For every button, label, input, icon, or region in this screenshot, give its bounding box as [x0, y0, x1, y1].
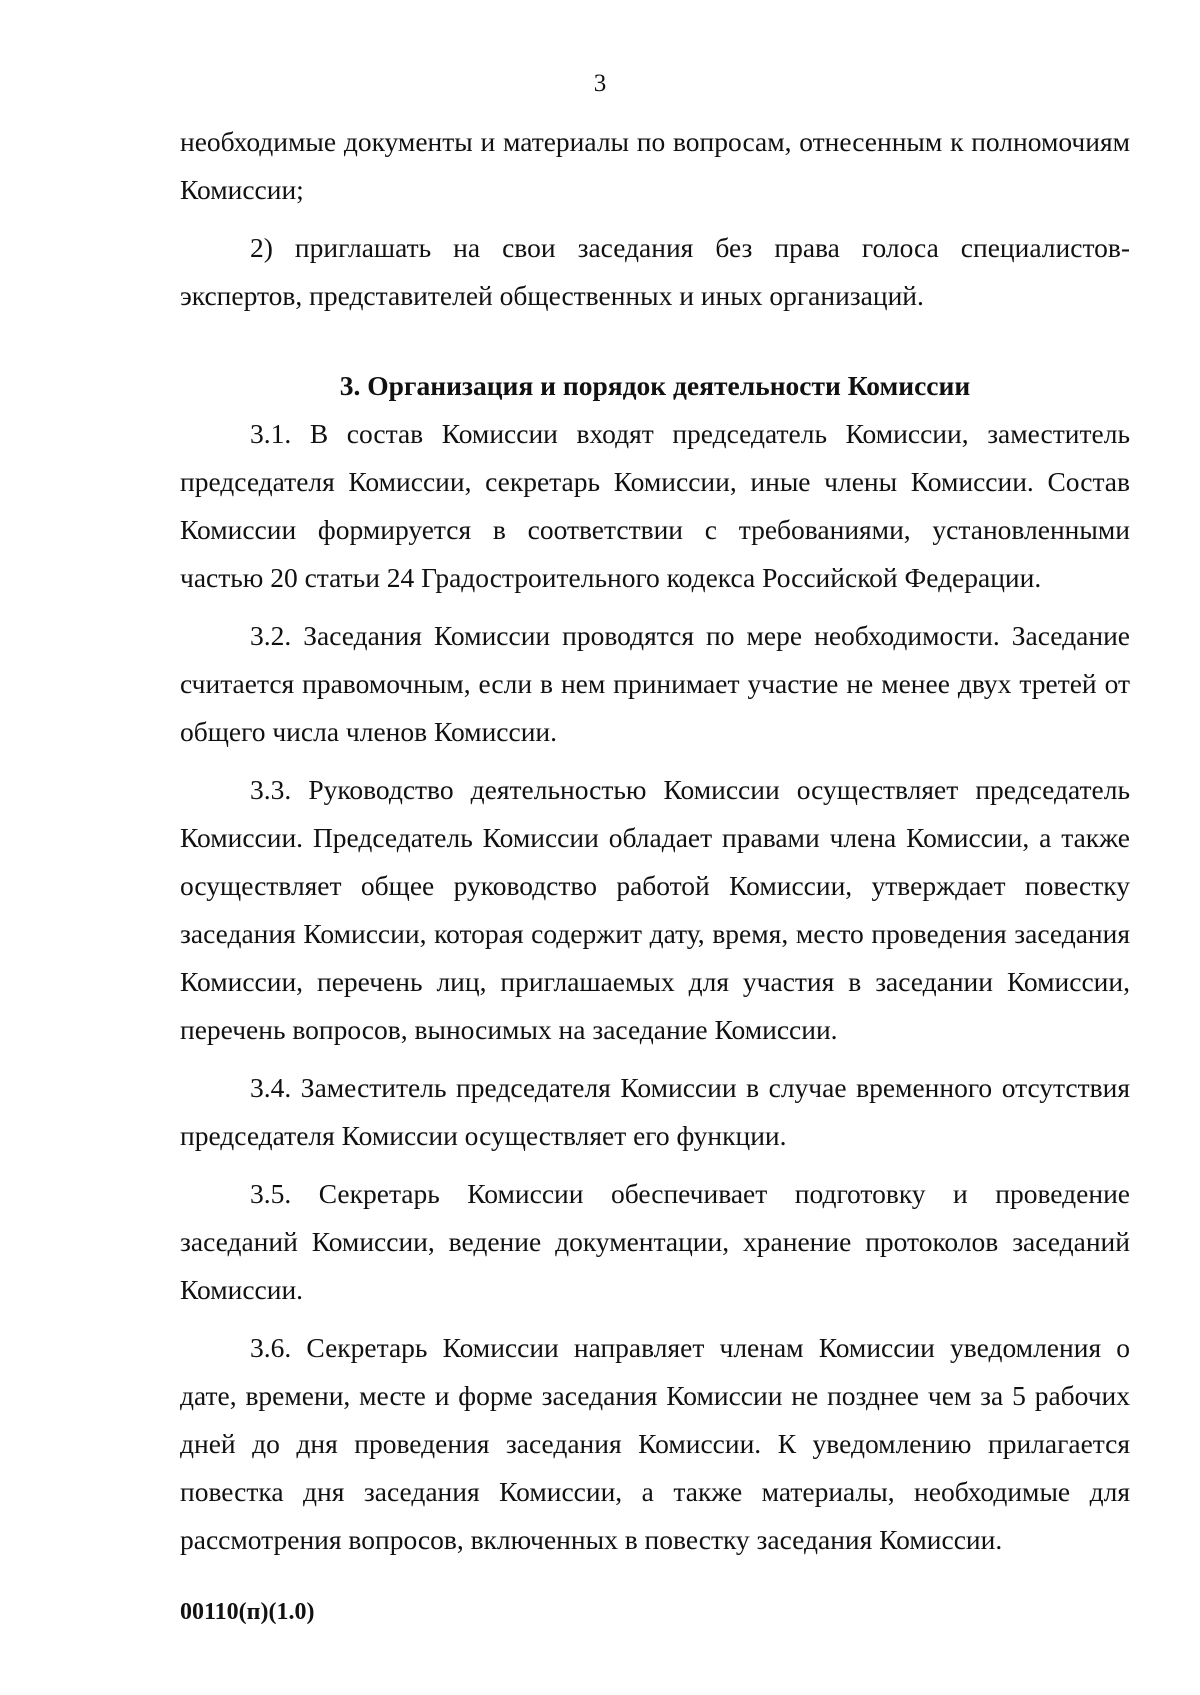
paragraph-3-4: 3.4. Заместитель председателя Комиссии в случае временного отсутствия председателя Комиссии осуществляет его функции. [180, 1072, 1130, 1151]
document-body [180, 118, 1130, 1564]
paragraph-continuation: необходимые документы и материалы по вопросам, отнесенным к полномочиям Комиссии; [180, 126, 1130, 205]
page-number: 3 [593, 70, 607, 97]
document-code: 00110(п)(1.0) [180, 1599, 315, 1625]
paragraph-3-2: 3.2. Заседания Комиссии проводятся по мере необходимости. Заседание считается правомочным, если в нем принимает участие не менее двух третей от общего числа членов Комиссии. [180, 620, 1130, 747]
paragraph-3-3: 3.3. Руководство деятельностью Комиссии осуществляет председатель Комиссии. Председатель Комиссии обладает правами члена Комиссии, а также осуществляет общее руководство работой Комиссии, утверждает повестку заседания Комиссии, которая содержит дату, время, место проведения заседания Комиссии, перечень лиц, приглашаемых для участия в заседании Комиссии, перечень вопросов, выносимых на заседание Комиссии. [180, 774, 1130, 1045]
paragraph-3-1: 3.1. В состав Комиссии входят председатель Комиссии, заместитель председателя Комиссии, секретарь Комиссии, иные члены Комиссии. Состав Комиссии формируется в соответствии с требованиями, установленными частью 20 статьи 24 Градостроительного кодекса Российской Федерации. [180, 418, 1130, 593]
paragraph-item-2: 2) приглашать на свои заседания без права голоса специалистов-экспертов, представителей общественных и иных организаций. [180, 232, 1130, 311]
paragraph-3-6: 3.6. Секретарь Комиссии направляет членам Комиссии уведомления о дате, времени, месте и форме заседания Комиссии не позднее чем за 5 рабочих дней до дня проведения заседания Комиссии. К уведомлению прилагается повестка дня заседания Комиссии, а также материалы, необходимые для рассмотрения вопросов, включенных в повестку заседания Комиссии. [180, 1332, 1130, 1555]
section-heading: 3. Организация и порядок деятельности Комиссии [339, 370, 971, 401]
paragraph-3-5: 3.5. Секретарь Комиссии обеспечивает подготовку и проведение заседаний Комиссии, ведение документации, хранение протоколов заседаний Комиссии. [180, 1178, 1130, 1305]
